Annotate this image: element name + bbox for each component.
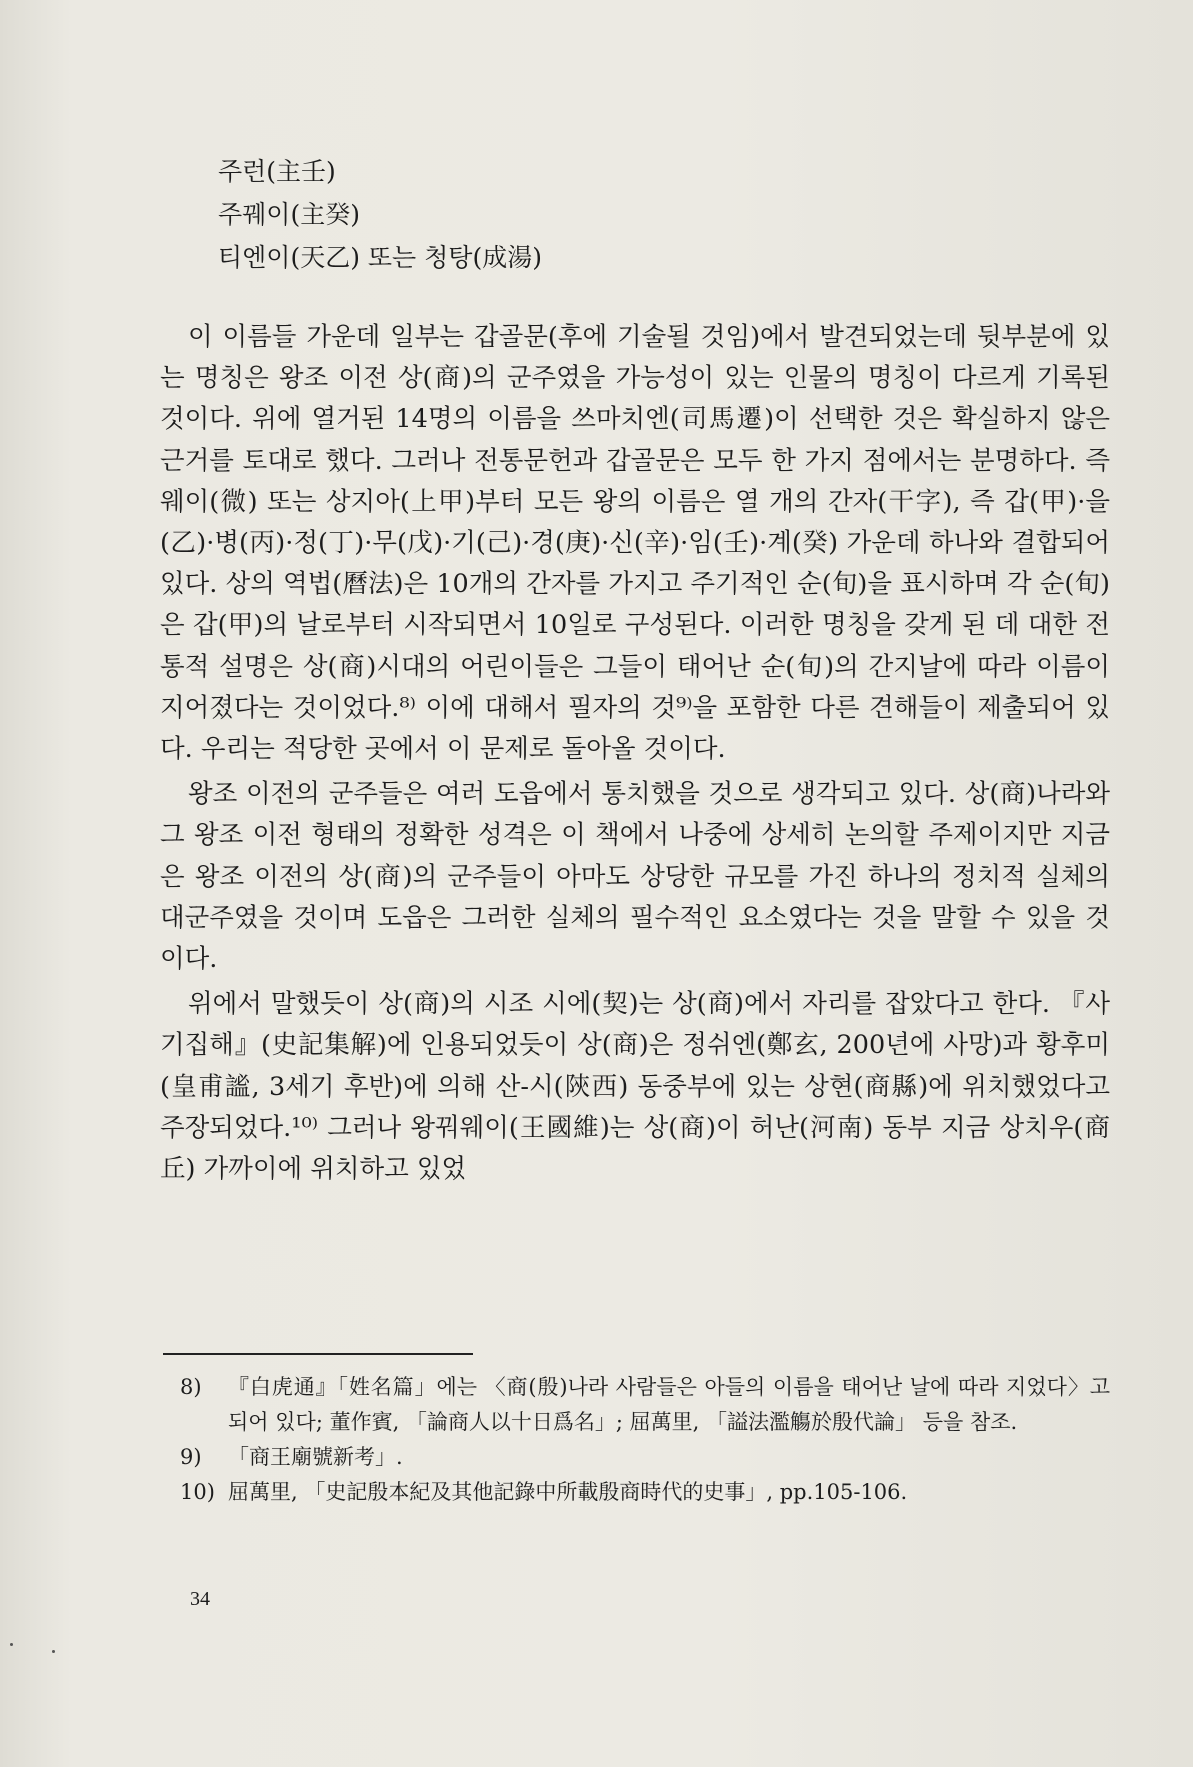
- name-list: [218, 150, 542, 279]
- footnote-text: 屈萬里, 「史記殷本紀及其他記錄中所載殷商時代的史事」, pp.105-106.: [228, 1480, 908, 1504]
- name-list-item: 주런(主壬): [218, 157, 336, 186]
- dust-speck: [10, 1643, 13, 1646]
- footnotes: [180, 1370, 1110, 1510]
- name-list-item: 주꿰이(主癸): [218, 200, 360, 229]
- footnote-text: 「商王廟號新考」.: [228, 1445, 403, 1469]
- footnote-number: 9): [180, 1445, 202, 1469]
- paragraph: 이 이름들 가운데 일부는 갑골문(후에 기술될 것임)에서 발견되었는데 뒷부분에 있는 명칭은 왕조 이전 상(商)의 군주였을 가능성이 있는 인물의 명칭이 다르게 기록된 것이다. 위에 열거된 14명의 이름을 쓰마치엔(司馬遷)이 선택한 것은 확실하지 않은 근거를 토대로 했다. 그러나 전통문헌과 갑골문은 모두 한 가지 점에서는 분명하다. 즉 웨이(微) 또는 상지아(上甲)부터 모든 왕의 이름은 열 개의 간자(干字), 즉 갑(甲)·을(乙)·병(丙)·정(丁)·무(戊)·기(己)·경(庚)·신(辛)·임(壬)·계(癸) 가운데 하나와 결합되어 있다. 상의 역법(曆法)은 10개의 간자를 가지고 주기적인 순(旬)을 표시하며 각 순(旬)은 갑(甲)의 날로부터 시작되면서 10일로 구성된다. 이러한 명칭을 갖게 된 데 대한 전통적 설명은 상(商)시대의 어린이들은 그들이 태어난 순(旬)의 간지날에 따라 이름이 지어졌다는 것이었다.⁸⁾ 이에 대해서 필자의 것⁹⁾을 포함한 다른 견해들이 제출되어 있다. 우리는 적당한 곳에서 이 문제로 돌아올 것이다.: [160, 322, 1110, 765]
- body-text: [160, 317, 1110, 1194]
- paragraph: 왕조 이전의 군주들은 여러 도읍에서 통치했을 것으로 생각되고 있다. 상(商)나라와 그 왕조 이전 형태의 정확한 성격은 이 책에서 나중에 상세히 논의할 주제이지만 지금은 왕조 이전의 상(商)의 군주들이 아마도 상당한 규모를 가진 하나의 정치적 실체의 대군주였을 것이며 도읍은 그러한 실체의 필수적인 요소였다는 것을 말할 수 있을 것이다.: [160, 779, 1110, 975]
- footnote-number: 10): [180, 1480, 215, 1504]
- name-list-item: 티엔이(天乙) 또는 청탕(成湯): [218, 243, 542, 272]
- paragraph: 위에서 말했듯이 상(商)의 시조 시에(契)는 상(商)에서 자리를 잡았다고 한다. 『사기집해』(史記集解)에 인용되었듯이 상(商)은 정쉬엔(鄭玄, 200년에 사망)과 황후미(皇甫謐, 3세기 후반)에 의해 산-시(陝西) 동중부에 있는 상현(商縣)에 위치했었다고 주장되었다.¹⁰⁾ 그러나 왕꿔웨이(王國維)는 상(商)이 허난(河南) 동부 지금 상치우(商丘) 가까이에 위치하고 있었: [160, 989, 1110, 1185]
- footnote-text: 『白虎通』「姓名篇」에는 〈商(殷)나라 사람들은 아들의 이름을 태어난 날에 따라 지었다〉고 되어 있다; 董作賓, 「論商人以十日爲名」; 屈萬里, 「謚法濫觴於殷代論」 등을 참조.: [228, 1375, 1110, 1434]
- footnote: [180, 1475, 1110, 1510]
- footnote-divider: [163, 1353, 473, 1355]
- footnote: [180, 1370, 1110, 1440]
- dust-speck: [52, 1650, 55, 1653]
- page-number: 34: [190, 1588, 210, 1610]
- footnote: [180, 1440, 1110, 1475]
- footnote-number: 8): [180, 1375, 202, 1399]
